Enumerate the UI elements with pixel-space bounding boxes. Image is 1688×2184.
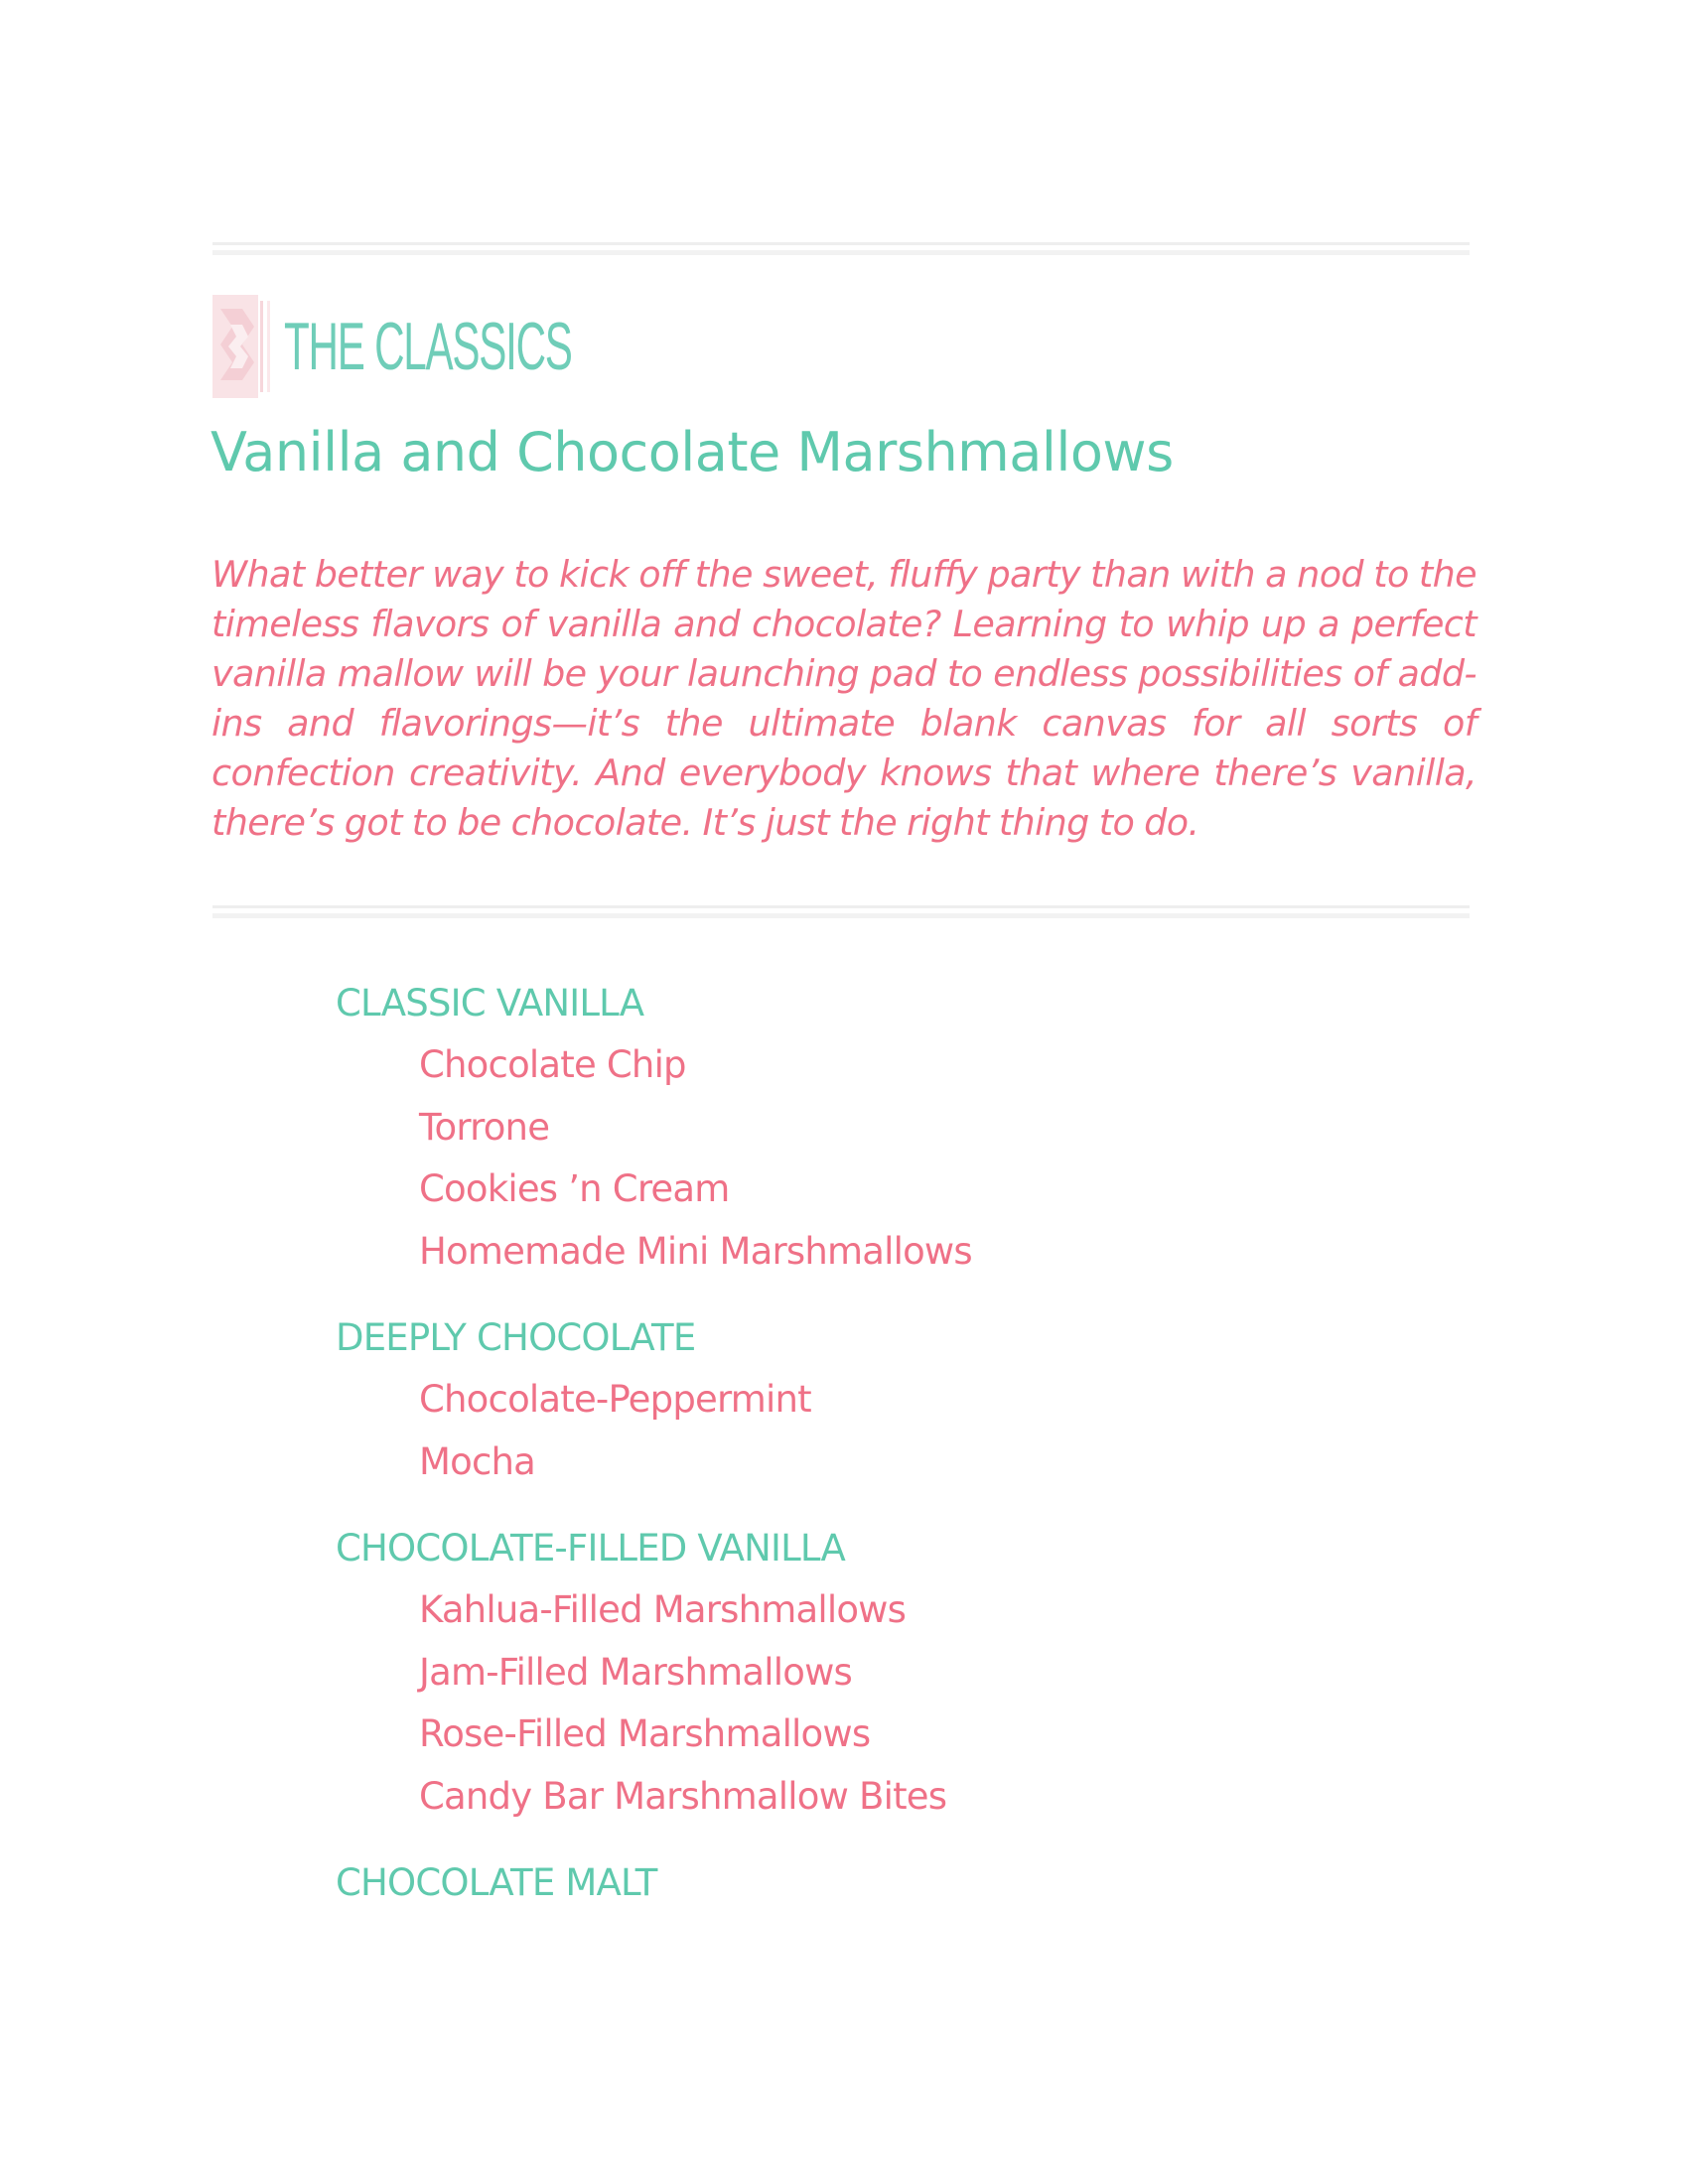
recipe-variation-item: Candy Bar Marshmallow Bites <box>419 1774 947 1818</box>
recipe-group-heading: CHOCOLATE-FILLED VANILLA <box>336 1527 846 1570</box>
recipe-variation-item: Chocolate Chip <box>419 1043 686 1086</box>
section-header <box>212 294 748 399</box>
recipe-variation-item: Cookies ’n Cream <box>419 1167 730 1210</box>
recipe-group-heading: CHOCOLATE MALT <box>336 1861 657 1904</box>
recipe-group-heading: CLASSIC VANILLA <box>336 982 644 1024</box>
recipe-title: Vanilla and Chocolate Marshmallows <box>211 421 1174 483</box>
recipe-variation-item: Rose-Filled Marshmallows <box>419 1712 871 1755</box>
recipe-variation-item: Jam-Filled Marshmallows <box>419 1650 853 1694</box>
recipe-group <box>336 1307 1428 1493</box>
recipe-variation-item: Kahlua-Filled Marshmallows <box>419 1588 907 1631</box>
section-divider <box>212 905 1470 908</box>
recipe-variation-list <box>336 1034 1428 1283</box>
recipe-group <box>336 973 1428 1283</box>
pink-geometric-ornament-icon <box>212 295 274 398</box>
section-title: THE CLASSICS <box>284 309 572 384</box>
recipe-list <box>336 973 1428 1939</box>
recipe-variation-item: Chocolate-Peppermint <box>419 1378 811 1421</box>
recipe-group <box>336 1852 1428 1914</box>
recipe-group <box>336 1518 1428 1828</box>
recipe-variation-list <box>336 1369 1428 1493</box>
recipe-variation-item: Mocha <box>419 1439 536 1483</box>
intro-paragraph: What better way to kick off the sweet, fluffy party than with a nod to the timeless flavors of vanilla and chocolate? Learning to whip up a perfect vanilla mallow will be your launching pad to endless possibilities of add-ins and flavorings—it’s the ultimate blank canvas for all sorts of confection creativity. And everybody knows that where there’s vanilla, there’s got to be chocolate. It’s just the right thing to do. <box>211 553 1477 844</box>
recipe-variation-item: Homemade Mini Marshmallows <box>419 1229 972 1273</box>
recipe-variation-item: Torrone <box>419 1105 550 1149</box>
recipe-variation-list <box>336 1579 1428 1828</box>
top-divider <box>212 242 1470 245</box>
recipe-group-heading: DEEPLY CHOCOLATE <box>336 1316 696 1359</box>
